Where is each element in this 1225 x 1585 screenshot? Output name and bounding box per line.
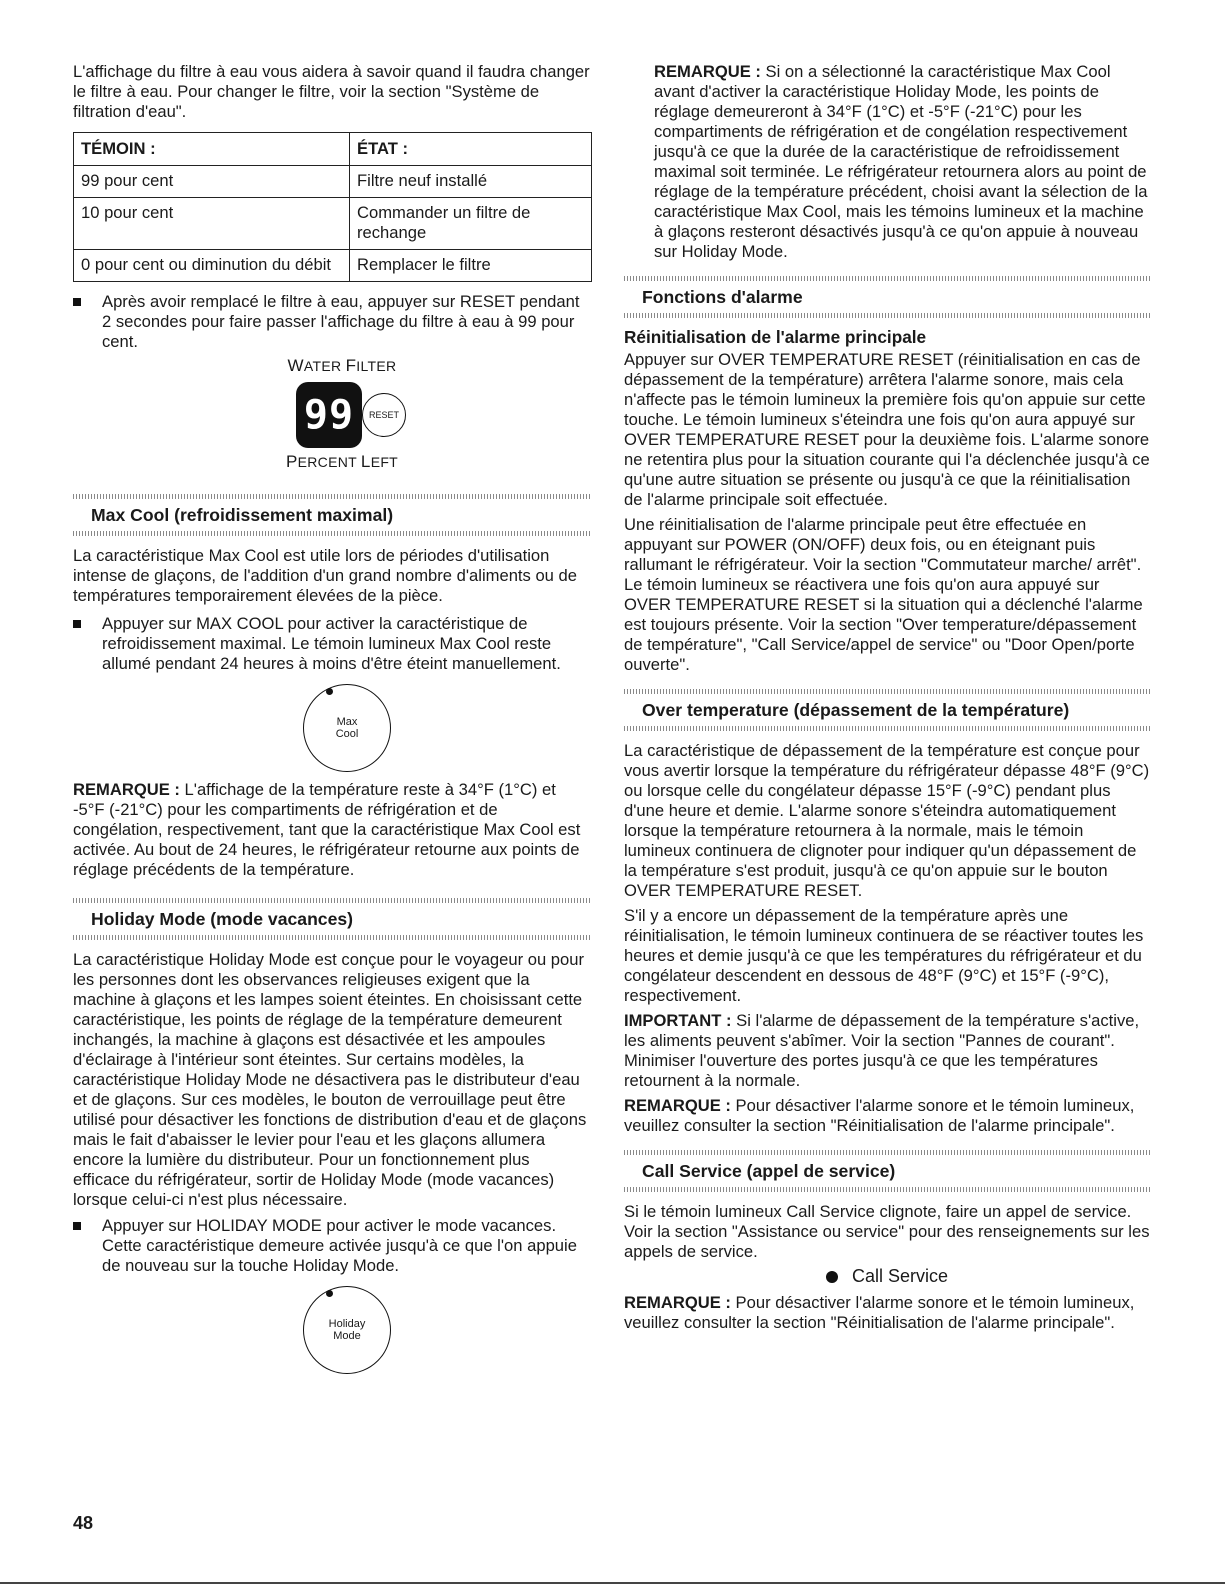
table-cell: 99 pour cent [74,166,350,198]
table-header: TÉMOIN : [74,133,350,166]
call-service-note [624,1293,1150,1333]
holiday-section-header [73,898,591,940]
holiday-mode-label: Holiday [328,1318,366,1330]
note-text: Pour désactiver l'alarme sonore et le témoin lumineux, veuillez consulter la section "Réinitialisation de l'alarme principale". [624,1096,1135,1135]
important-note [624,1011,1150,1091]
filter-intro: L'affichage du filtre à eau vous aidera à savoir quand il faudra changer le filtre à eau. Pour changer le filtre, voir la section "Système de filtration d'eau". [73,62,590,121]
page-bottom-rule [0,1582,1225,1584]
note-text: Pour désactiver l'alarme sonore et le témoin lumineux, veuillez consulter la section "Réinitialisation de l'alarme principale". [624,1293,1135,1332]
note-text: Si on a sélectionné la caractéristique Max Cool avant d'activer la caractéristique Holiday Mode, les points de réglage demeureront à 34°F (1°C) et -5°F (-21°C) pour les compartiments de réfrigération et de congélation respectivement jusqu'à ce que la durée de la caractéristique de refroidissement maximal soit terminée. Le réfrigérateur retournera alors au point de réglage de la température précédent, choisi avant la sélection de la caractéristique Max Cool, mais les témoins lumineux et la machine à glaçons resteront désactivés jusqu'à ce qu'on appuie à nouveau sur Holiday Mode. [654,62,1148,261]
percent-left-label: PERCENT LEFT [285,452,399,471]
section-title: Holiday Mode (mode vacances) [91,909,354,929]
table-cell: Commander un filtre de rechange [350,198,592,250]
subsection-title: Réinitialisation de l'alarme principale [624,327,927,347]
reset-bullet-text: Après avoir remplacé le filtre à eau, appuyer sur RESET pendant 2 secondes pour faire passer l'affichage du filtre à eau à 99 pour cent. [102,292,580,351]
bullet-square-icon [73,620,81,628]
indicator-dot-icon [326,688,333,695]
table-header: ÉTAT : [350,133,592,166]
holiday-mode-figure [73,1286,591,1374]
max-cool-button[interactable] [303,684,391,772]
holiday-bullet-text: Appuyer sur HOLIDAY MODE pour activer le mode vacances. Cette caractéristique demeure activée jusqu'à ce que l'on appuie de nouveau sur la touche Holiday Mode. [102,1216,577,1275]
reset-bullet [73,292,591,352]
reset-button-label: RESET [368,410,399,420]
bullet-square-icon [73,1222,81,1230]
max-cool-note [73,780,591,880]
water-filter-figure [73,356,591,472]
table-cell: Filtre neuf installé [350,166,592,198]
holiday-mode-label: Mode [333,1330,361,1342]
over-temp-section-header [624,689,1150,731]
call-service-section-header [624,1150,1150,1192]
note-label: REMARQUE : [624,1096,731,1115]
over-temp-note [624,1096,1150,1136]
max-cool-section-header [73,494,591,536]
max-cool-paragraph: La caractéristique Max Cool est utile lors de périodes d'utilisation intense de glaçons, de l'addition d'un grand nombre d'aliments ou de températures temporairement élevées de la pièce. [73,546,577,605]
section-title: Max Cool (refroidissement maximal) [91,505,394,525]
filter-percent-digits: 99 [303,392,355,438]
right-column [624,62,1150,1333]
section-title: Over temperature (dépassement de la température) [642,700,1070,720]
note-label: REMARQUE : [654,62,761,81]
over-temp-paragraph: S'il y a encore un dépassement de la température après une réinitialisation, le témoin lumineux continuera de se réactiver toutes les heures et demie jusqu'à ce que les températures du réfrigérateur et du congélateur descendent en dessous de 48°F (9°C) et 15°F (-9°C), respectivement. [624,906,1144,1005]
note-label: REMARQUE : [624,1293,731,1312]
bullet-square-icon [73,298,81,306]
note-text: Si l'alarme de dépassement de la température s'active, les aliments peuvent s'abîmer. Voir la section "Pannes de courant". Minimiser l'ouverture des portes jusqu'à ce que les températures retournent à la normale. [624,1011,1140,1090]
holiday-paragraph: La caractéristique Holiday Mode est conçue pour le voyageur ou pour les personnes dont les observances religieuses exigent que la machine à glaçons et les lampes soient éteintes. En choisissant cette caractéristique, les points de réglage de la température demeurent inchangés, la machine à glaçons est désactivée et les ampoules d'éclairage à l'intérieur sont éteintes. Sur certains modèles, la caractéristique Holiday Mode ne désactivera pas le distributeur d'eau et de glaçons. Sur ces modèles, le bouton de verrouillage peut être utilisé pour désactiver les fonctions de distribution d'eau et de glaçons mais le fait d'abaisser le levier pour l'eau et les glaçons allumera encore la lumière du distributeur. Pour un fonctionnement plus efficace du réfrigérateur, sortir de Holiday Mode (mode vacances) lorsque celui-ci n'est plus nécessaire. [73,950,587,1209]
filter-status-table [73,132,592,282]
table-header-row [74,133,592,166]
main-alarm-paragraph: Une réinitialisation de l'alarme principale peut être effectuée en appuyant sur POWER (ON/OFF) deux fois, ou en éteignant puis rallumant le réfrigérateur. Voir la section "Commutateur marche/ arrêt". Le témoin lumineux se réactivera une fois qu'on aura appuyé sur OVER TEMPERATURE RESET si la situation qui a déclenché l'alarme est toujours présente. Voir la section "Over temperature/dépassement de température", "Call Service/appel de service" ou "Door Open/porte ouverte". [624,515,1143,674]
water-filter-display-row [296,382,406,448]
page-number: 48 [73,1513,94,1533]
holiday-bullet [73,1216,591,1276]
note-text: L'affichage de la température reste à 34°F (1°C) et -5°F (-21°C) pour les compartiments de réfrigération et de congélation, respectivement, tant que la caractéristique Max Cool est activée. Au bout de 24 heures, le réfrigérateur retourne aux points de réglage précédents de la température. [73,780,581,879]
max-cool-label: Cool [335,728,359,740]
call-service-indicator [624,1266,1150,1287]
note-label: IMPORTANT : [624,1011,732,1030]
max-cool-figure [73,684,591,772]
water-filter-label: WATER FILTER [287,356,397,375]
call-service-paragraph: Si le témoin lumineux Call Service clignote, faire un appel de service. Voir la section "Assistance ou service" pour des renseignements sur les appels de service. [624,1202,1150,1261]
section-title: Fonctions d'alarme [642,287,803,307]
over-temp-paragraph: La caractéristique de dépassement de la température est conçue pour vous avertir lorsque la température du réfrigérateur dépasse 48°F (9°C) ou lorsque celle du congélateur dépasse 15°F (-9°C) pendant plus d'une heure et demie. L'alarme sonore s'éteindra automatiquement lorsque la température retournera à la normale, mais le témoin lumineux continuera de clignoter pour indiquer qu'un dépassement de la température s'est produit, jusqu'à ce qu'on appuie sur le bouton OVER TEMPERATURE RESET. [624,741,1150,900]
max-cool-bullet-text: Appuyer sur MAX COOL pour activer la caractéristique de refroidissement maximal. Le témoin lumineux Max Cool reste allumé pendant 24 heures à moins d'être éteint manuellement. [102,614,561,673]
table-cell: Remplacer le filtre [350,250,592,282]
holiday-mode-button[interactable] [303,1286,391,1374]
alarm-section-header [624,276,1150,318]
note-label: REMARQUE : [73,780,180,799]
call-service-label: Call Service [851,1266,949,1286]
indicator-dot-icon [826,1271,838,1283]
filter-percent-display [296,382,362,448]
table-row [74,198,592,250]
left-column [73,62,591,1374]
table-row [74,250,592,282]
max-cool-bullet [73,614,591,674]
section-title: Call Service (appel de service) [642,1161,896,1181]
indicator-dot-icon [326,1290,333,1297]
table-cell: 10 pour cent [74,198,350,250]
max-cool-label: Max [336,716,358,728]
table-row [74,166,592,198]
max-cool-holiday-note [654,62,1150,262]
reset-button[interactable] [362,393,406,437]
main-alarm-paragraph: Appuyer sur OVER TEMPERATURE RESET (réinitialisation en cas de dépassement de la température) arrêtera l'alarme sonore, mais cela n'affecte pas le témoin lumineux la première fois qu'on appuie sur cette touche. Le témoin lumineux s'éteindra une fois qu'on aura appuyé sur OVER TEMPERATURE RESET pour la deuxième fois. L'alarme sonore ne retentira plus pour la situation courante qui l'a déclenchée jusqu'à ce qu'une autre situation se présente ou jusqu'à ce que la réinitialisation de l'alarme principale soit effectuée. [624,350,1150,509]
table-cell: 0 pour cent ou diminution du débit [74,250,350,282]
